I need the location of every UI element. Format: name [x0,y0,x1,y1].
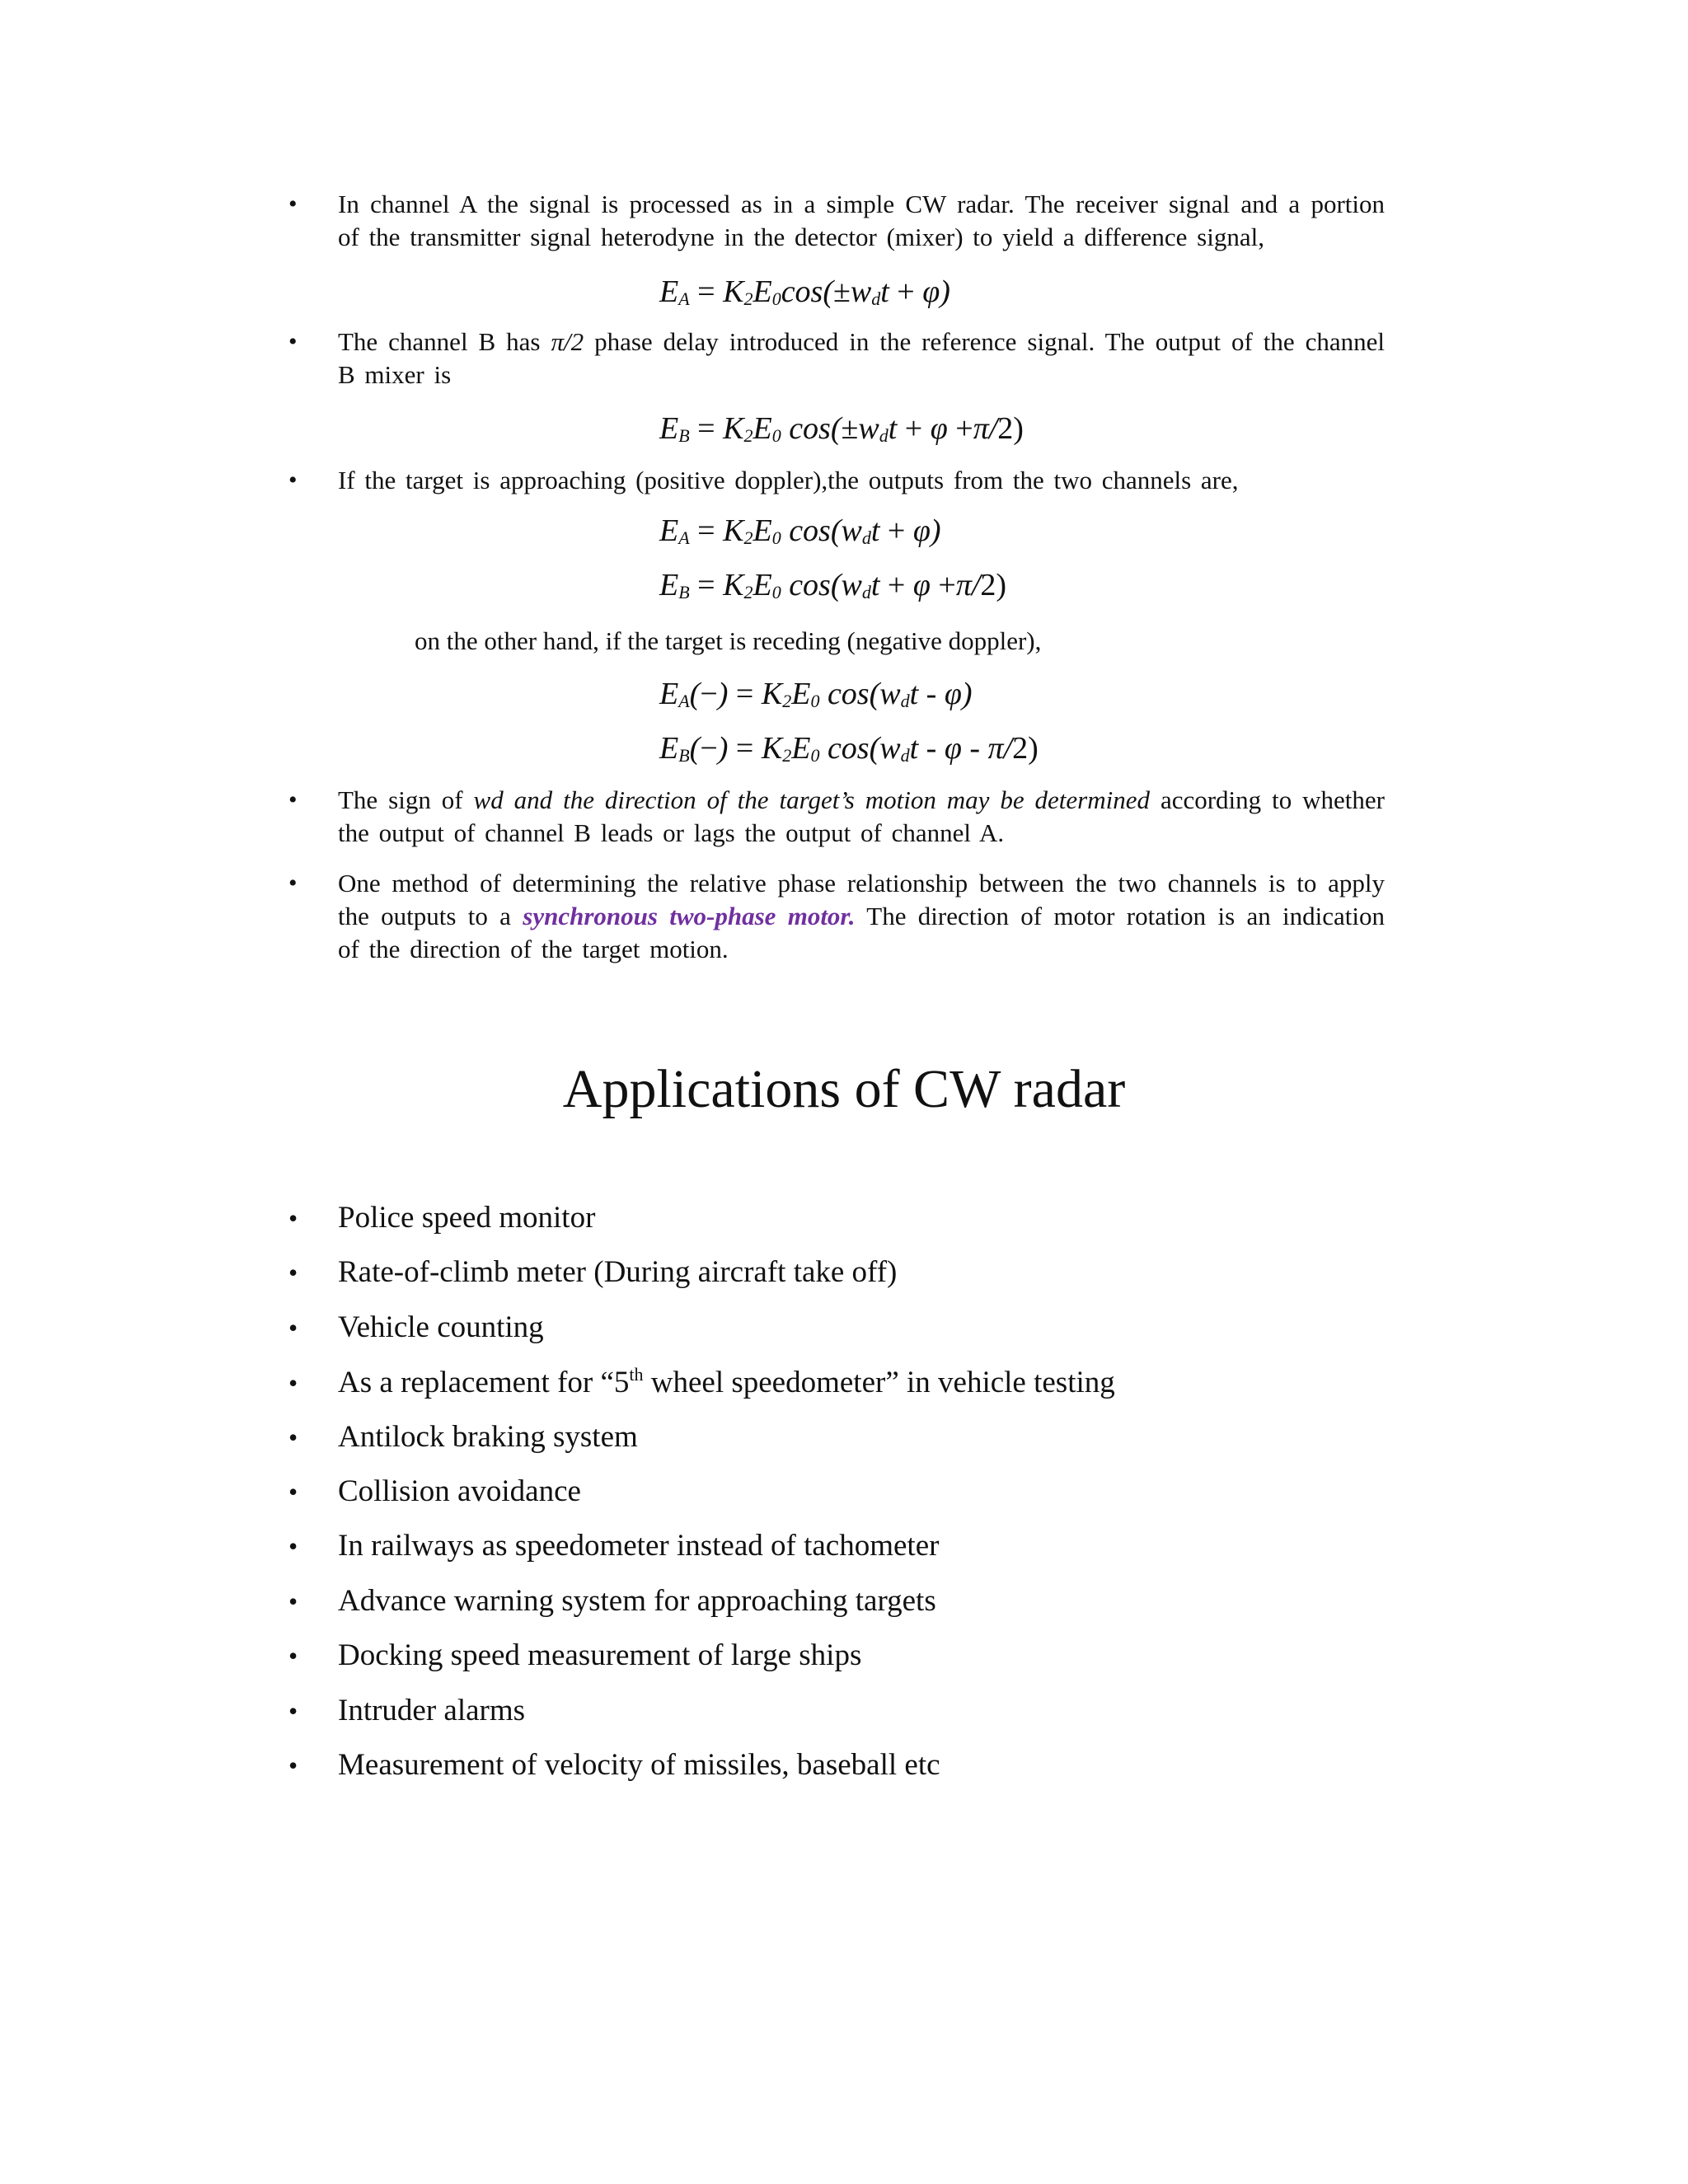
bullet-marker: • [288,1586,298,1616]
list-item-text: Vehicle counting [338,1310,544,1344]
list-item [280,1197,1352,1240]
list-item-text: Advance warning system for approaching targets [338,1584,936,1618]
paragraph: One method of determining the relative phase relationship between the two channels is to apply the outputs to a synchronous two-phase motor. The direction of motor rotation is an indication of the direction of the target motion. [338,869,1385,963]
bullet-marker: • [288,1368,298,1398]
list-item-text: Docking speed measurement of large ships [338,1638,862,1672]
list-item-text: Police speed monitor [338,1201,596,1235]
list-item-text: Measurement of velocity of missiles, baseball etc [338,1748,940,1782]
bullet-marker: • [288,1258,298,1287]
bullet-marker: • [288,1641,298,1671]
list-item [280,1361,1352,1404]
receding-note: on the other hand, if the target is receding (negative doppler), [415,626,1042,655]
equation-eb-positive: $E_B = K_2E_0$ $\cos(w_dt + \varphi +\pi/2)$ [659,568,1007,602]
list-item [280,1470,1352,1513]
list-item-text: Collision avoidance [338,1474,581,1508]
equation-ea-negative: $E_A(-) = K_2E_0$ $\cos(w_dt - \varphi)$ [659,677,973,711]
bullet-marker: • [288,466,298,494]
list-item-text: As a replacement for “5th wheel speedometer” in vehicle testing [338,1364,1115,1399]
list-item-text: Rate-of-climb meter (During aircraft take off) [338,1255,898,1289]
list-item [280,1306,1352,1349]
bullet-marker: • [288,1750,298,1780]
list-item [280,1690,1352,1732]
list-item [280,1416,1352,1459]
bullet-marker: • [288,190,298,218]
bullet-marker: • [288,1422,298,1452]
bullet-marker: • [288,1531,298,1561]
bullet-marker: • [288,1313,298,1343]
bullet-item [280,867,1385,966]
bullet-item [280,784,1385,850]
list-item-text: Antilock braking system [338,1420,638,1454]
list-item [280,1525,1352,1568]
list-item-text: In railways as speedometer instead of tachometer [338,1529,940,1563]
highlight-term: synchronous two-phase motor. [523,902,856,930]
bullet-marker: • [288,1203,298,1233]
list-item [280,1634,1352,1677]
bullet-marker: • [288,869,298,897]
bullet-marker: • [288,1477,298,1507]
bullet-item [280,464,1385,497]
paragraph: The channel B has π/2 phase delay introduced in the reference signal. The output of the channel B mixer is [338,327,1385,389]
equation-ea-general: $E_A = K_2E_0\cos(\pm w_dt + \varphi)$ [659,274,950,309]
bullet-marker: • [288,1696,298,1726]
list-item-text: Intruder alarms [338,1694,526,1727]
bullet-marker: • [288,786,298,813]
bullet-marker: • [288,328,298,355]
paragraph: In channel A the signal is processed as in a simple CW radar. The receiver signal and a portion of the transmitter signal heterodyne in the detector (mixer) to yield a difference signal, [338,190,1385,251]
section-title: Applications of CW radar [562,1059,1126,1119]
paragraph: If the target is approaching (positive doppler),the outputs from the two channels are, [338,466,1239,494]
equation-eb-general: $E_B = K_2E_0$ $\cos(\pm w_dt + \varphi +\pi/2)$ [659,411,1024,446]
equation-eb-negative: $E_B(-) = K_2E_0$ $\cos(w_dt$ - φ - π/2) [659,731,1039,766]
bullet-item [280,326,1385,391]
list-item [280,1580,1352,1623]
equation-ea-positive: $E_A = K_2E_0$ $\cos(w_dt + \varphi)$ [659,513,941,548]
bullet-item [280,188,1385,254]
paragraph: The sign of wd and the direction of the target’s motion may be determined according to whether the output of channel B leads or lags the output of channel A. [338,785,1386,847]
list-item [280,1744,1352,1787]
list-item [280,1251,1352,1294]
